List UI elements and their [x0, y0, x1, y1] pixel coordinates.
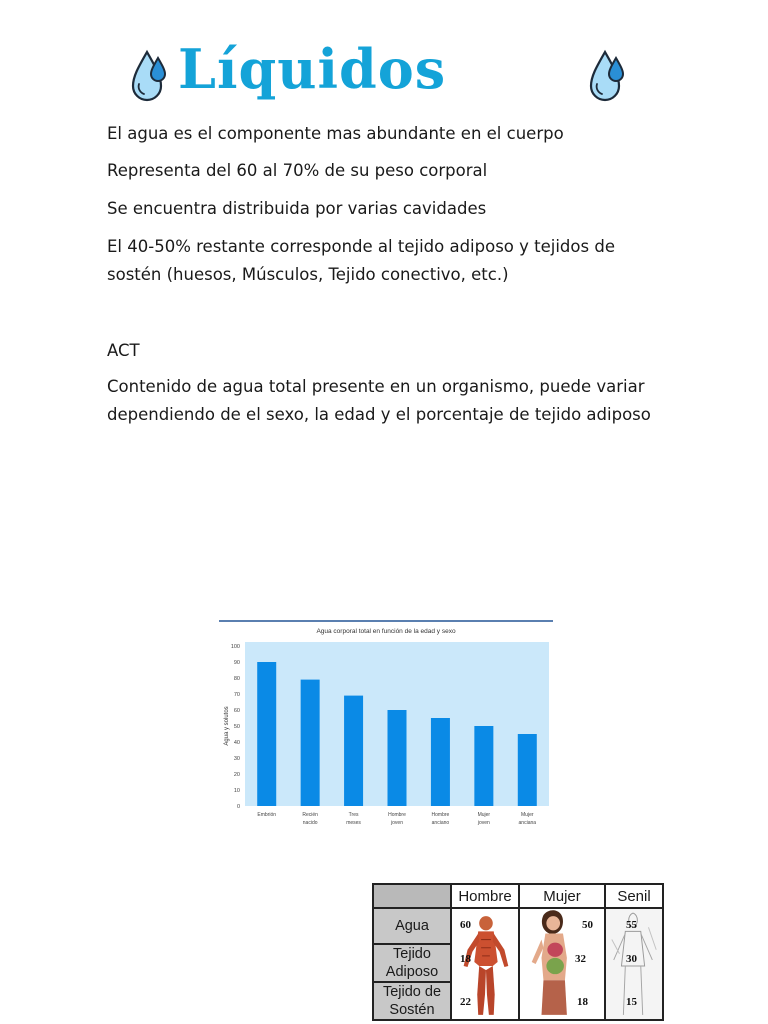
bar — [257, 662, 276, 806]
hombre-sosten-value: 22 — [460, 996, 471, 1008]
bar — [344, 696, 363, 806]
x-tick-label: Mujer — [477, 812, 491, 818]
x-tick-label: Hombre — [431, 812, 450, 818]
x-tick-label: Hombre — [388, 812, 406, 818]
y-axis-label: Agua y solutos — [224, 706, 230, 746]
water-drops-icon — [588, 44, 628, 104]
x-tick-label: Mujer — [521, 812, 534, 818]
hombre-agua-value: 60 — [460, 919, 471, 931]
title-row — [0, 30, 768, 110]
row-label-tejido-sosten: Tejido de Sostén — [373, 982, 451, 1020]
column-header-senil: Senil — [605, 884, 663, 908]
y-tick-label: 30 — [233, 756, 240, 762]
row-label-agua: Agua — [373, 908, 451, 944]
body-water-chart — [219, 620, 553, 834]
x-tick-label: meses — [346, 820, 361, 826]
senil-agua-value: 55 — [626, 919, 637, 931]
x-tick-label: nacido — [302, 820, 318, 826]
hombre-figure-cell — [451, 908, 519, 1020]
column-header-mujer: Mujer — [519, 884, 605, 908]
y-tick-label: 50 — [233, 724, 240, 730]
y-tick-label: 20 — [233, 772, 240, 778]
body-composition-table — [372, 883, 662, 1018]
paragraph-act-definition: Contenido de agua total presente en un organismo, puede variar dependiendo de el sexo, la edad y el porcentaje de tejido adiposo — [107, 377, 651, 424]
row-label-tejido-adiposo: Tejido Adiposo — [373, 944, 451, 982]
senil-adiposo-value: 30 — [626, 953, 637, 965]
y-tick-label: 10 — [233, 788, 240, 794]
x-tick-label: anciana — [518, 820, 537, 826]
mujer-agua-value: 50 — [582, 919, 593, 931]
y-tick-label: 0 — [236, 804, 240, 810]
hombre-adiposo-value: 18 — [460, 953, 471, 965]
mujer-figure-cell — [519, 908, 605, 1020]
y-tick-label: 100 — [230, 644, 240, 650]
page-title: Líquidos — [178, 37, 447, 101]
y-tick-label: 80 — [233, 676, 240, 682]
bar — [431, 718, 450, 806]
y-tick-label: 90 — [233, 660, 240, 666]
y-tick-label: 60 — [233, 708, 240, 714]
paragraph-body-weight: Representa del 60 al 70% de su peso corporal — [107, 161, 488, 180]
chart-title: Agua corporal total en función de la edad y sexo — [316, 628, 456, 635]
bar — [518, 734, 537, 806]
mujer-adiposo-value: 32 — [575, 953, 586, 965]
x-tick-label: Recién — [302, 812, 318, 818]
paragraph-water-abundance: El agua es el componente mas abundante en el cuerpo — [107, 124, 564, 143]
paragraph-act-heading: ACT — [107, 341, 140, 360]
table-corner — [373, 884, 451, 908]
senil-figure-cell — [605, 908, 663, 1020]
x-tick-label: joven — [391, 820, 403, 826]
column-header-hombre: Hombre — [451, 884, 519, 908]
bar — [388, 710, 407, 806]
bar — [301, 680, 320, 806]
x-tick-label: Embrión — [257, 812, 277, 818]
y-tick-label: 70 — [233, 692, 240, 698]
paragraph-remaining-tissue: El 40-50% restante corresponde al tejido adiposo y tejidos de sostén (huesos, Músculos, Tejido conectivo, etc.) — [107, 237, 615, 284]
paragraph-distribution: Se encuentra distribuida por varias cavidades — [107, 199, 487, 218]
x-tick-label: anciano — [431, 820, 450, 826]
x-tick-label: joven — [477, 820, 490, 826]
senil-sosten-value: 15 — [626, 996, 637, 1008]
y-tick-label: 40 — [233, 740, 240, 746]
bar — [474, 726, 493, 806]
water-drops-icon — [130, 44, 170, 104]
x-tick-label: Tres — [348, 812, 359, 818]
mujer-sosten-value: 18 — [577, 996, 588, 1008]
bar-chart — [219, 622, 553, 832]
